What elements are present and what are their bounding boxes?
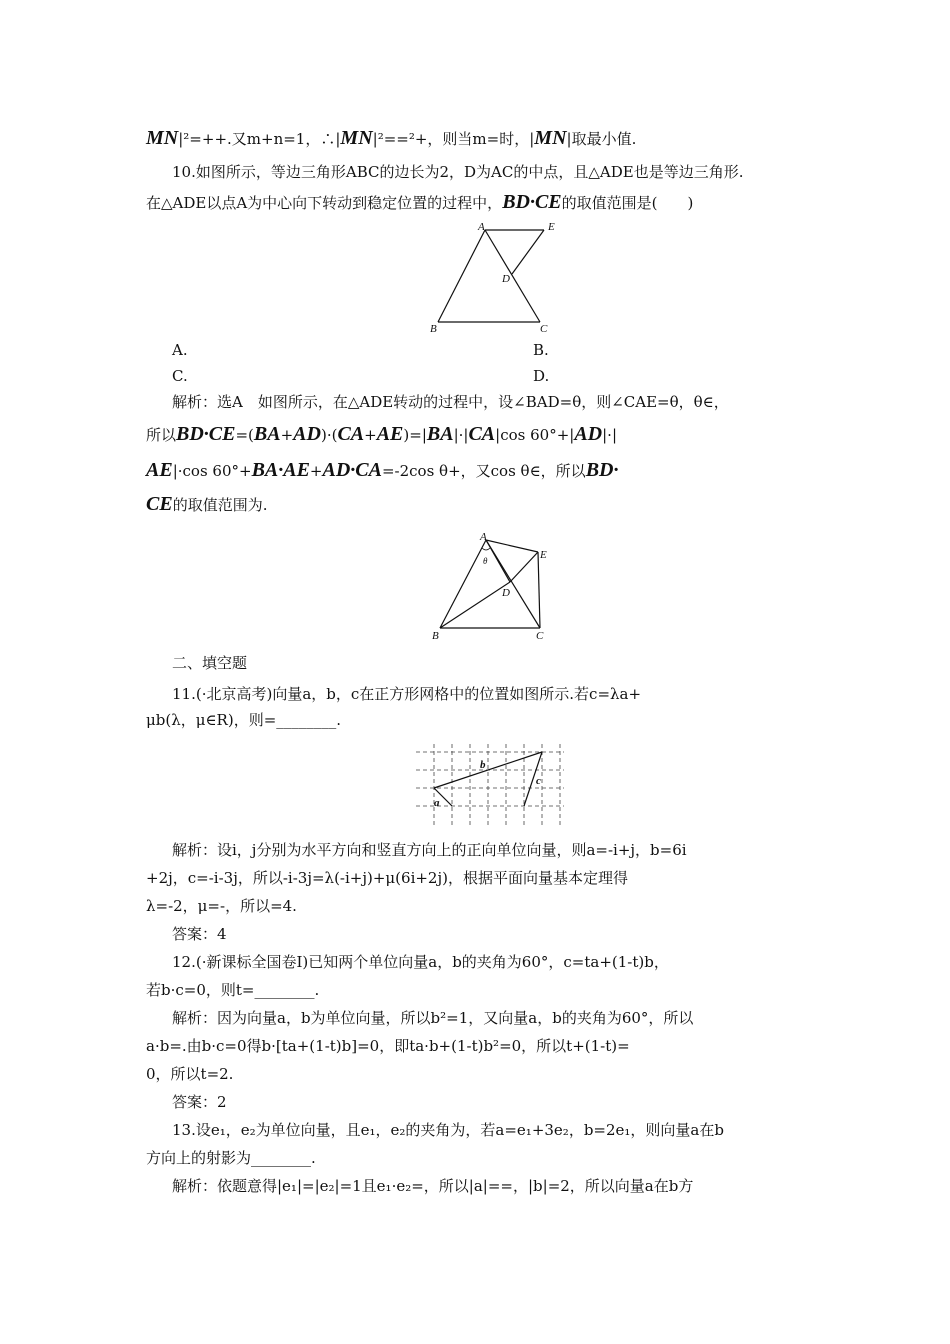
vector-ad: AD	[574, 423, 603, 445]
vector-bd-ce: BD·CE	[502, 191, 562, 213]
label-theta: θ	[483, 556, 488, 566]
text-fragment: 的取值范围是( )	[561, 194, 694, 212]
solution-10-line-2	[146, 424, 617, 445]
text-fragment: |cos 60°+|	[495, 426, 575, 444]
vector-ca: CA	[468, 423, 496, 445]
vector-ae: AE	[146, 459, 173, 481]
triangle-figure-2	[430, 530, 560, 644]
solution-11-line-1: 解析：设i，j分别为水平方向和竖直方向上的正向单位向量，则a=-i+j，b=6i	[172, 841, 687, 859]
question-11-line-1: 11.(·北京高考)向量a，b，c在正方形网格中的位置如图所示.若c=λa+	[172, 685, 642, 703]
text-fragment: =(	[235, 426, 254, 444]
section-fill-in-heading: 二、填空题	[172, 654, 248, 672]
solution-12-line-2: a·b=.由b·c=0得b·[ta+(1-t)b]=0，即ta·b+(1-t)b²=0，所以t+(1-t)=	[146, 1037, 630, 1055]
solution-13-line-1: 解析：依题意得|e₁|=|e₂|=1且e₁·e₂=，所以|a|==，|b|=2，所以向量a在b方	[172, 1177, 694, 1195]
vector-ba-ae: BA·AE	[251, 459, 310, 481]
text-line-mn	[146, 128, 636, 149]
vector-bd: BD·	[585, 459, 619, 481]
text-fragment: +	[309, 462, 323, 480]
label-a: A	[480, 531, 487, 543]
option-b: B.	[533, 341, 549, 359]
triangle-figure-1	[420, 218, 570, 336]
vector-ba: BA	[426, 423, 454, 445]
label-d: D	[502, 273, 510, 285]
text-fragment: |·|	[602, 426, 618, 444]
vector-ad: AD	[293, 423, 321, 445]
label-c: C	[536, 630, 544, 642]
answer-12: 答案：2	[172, 1093, 227, 1111]
question-13-line-1: 13.设e₁，e₂为单位向量，且e₁，e₂的夹角为，若a=e₁+3e₂，b=2e₁，则向量a在b	[172, 1121, 724, 1139]
option-c: C.	[172, 367, 188, 385]
question-13-line-2: 方向上的射影为________.	[146, 1149, 316, 1167]
solution-10-line-3	[146, 460, 618, 481]
text-fragment: |·cos 60°+	[172, 462, 252, 480]
text-fragment: +	[364, 426, 377, 444]
text-fragment: 的取值范围为.	[172, 496, 268, 514]
text-fragment: )=|	[403, 426, 427, 444]
label-vector-c: c	[536, 775, 541, 787]
label-e: E	[548, 221, 555, 233]
question-12-line-2: 若b·c=0，则t=________.	[146, 981, 320, 999]
solution-12-line-1: 解析：因为向量a，b为单位向量，所以b²=1，又向量a，b的夹角为60°，所以	[172, 1009, 694, 1027]
solution-11-line-2: +2j，c=-i-3j，所以-i-3j=λ(-i+j)+μ(6i+2j)，根据平面向量基本定理得	[146, 869, 628, 887]
vector-ad-ca: AD·CA	[322, 459, 382, 481]
vector-bd-ce: BD·CE	[176, 423, 236, 445]
solution-10-line-4	[146, 494, 267, 515]
text-fragment: |·|	[453, 426, 469, 444]
grid-vector-figure	[414, 742, 566, 830]
answer-11: 答案：4	[172, 925, 227, 943]
option-a: A.	[172, 341, 188, 359]
vector-ae: AE	[376, 423, 404, 445]
label-d: D	[502, 587, 510, 599]
label-e: E	[540, 549, 547, 561]
vector-mn: MN	[340, 127, 373, 149]
text-fragment: |²=++.又m+n=1，∴|	[178, 130, 341, 148]
option-d: D.	[533, 367, 550, 385]
solution-12-line-3: 0，所以t=2.	[146, 1065, 234, 1083]
question-10-line-2	[146, 192, 693, 213]
vector-mn: MN	[146, 127, 179, 149]
label-vector-a: a	[434, 797, 440, 809]
vector-ca: CA	[337, 423, 365, 445]
vector-ce: CE	[146, 493, 173, 515]
solution-11-line-3: λ=-2，μ=-，所以=4.	[146, 897, 297, 915]
text-fragment: |²==²+，则当m=时，|	[372, 130, 535, 148]
question-11-line-2: μb(λ，μ∈R)，则=________.	[146, 711, 342, 729]
question-10-line-1: 10.如图所示，等边三角形ABC的边长为2，D为AC的中点，且△ADE也是等边三角形.	[172, 163, 744, 181]
text-fragment: |取最小值.	[566, 130, 637, 148]
text-fragment: +	[280, 426, 294, 444]
text-fragment: 在△ADE以点A为中心向下转动到稳定位置的过程中，	[146, 194, 503, 212]
text-fragment: )·(	[320, 426, 338, 444]
label-b: B	[432, 630, 439, 642]
label-a: A	[478, 221, 485, 233]
label-b: B	[430, 323, 437, 335]
vector-mn: MN	[534, 127, 567, 149]
text-fragment: =-2cos θ+，又cos θ∈，所以	[381, 462, 586, 480]
vector-ba: BA	[253, 423, 281, 445]
text-fragment: 所以	[146, 426, 177, 444]
label-c: C	[540, 323, 548, 335]
label-vector-b: b	[480, 759, 486, 771]
solution-10-line-1: 解析：选A 如图所示，在△ADE转动的过程中，设∠BAD=θ，则∠CAE=θ，θ∈，	[172, 393, 729, 411]
question-12-line-1: 12.(·新课标全国卷Ⅰ)已知两个单位向量a，b的夹角为60°，c=ta+(1-t)b，	[172, 953, 669, 971]
